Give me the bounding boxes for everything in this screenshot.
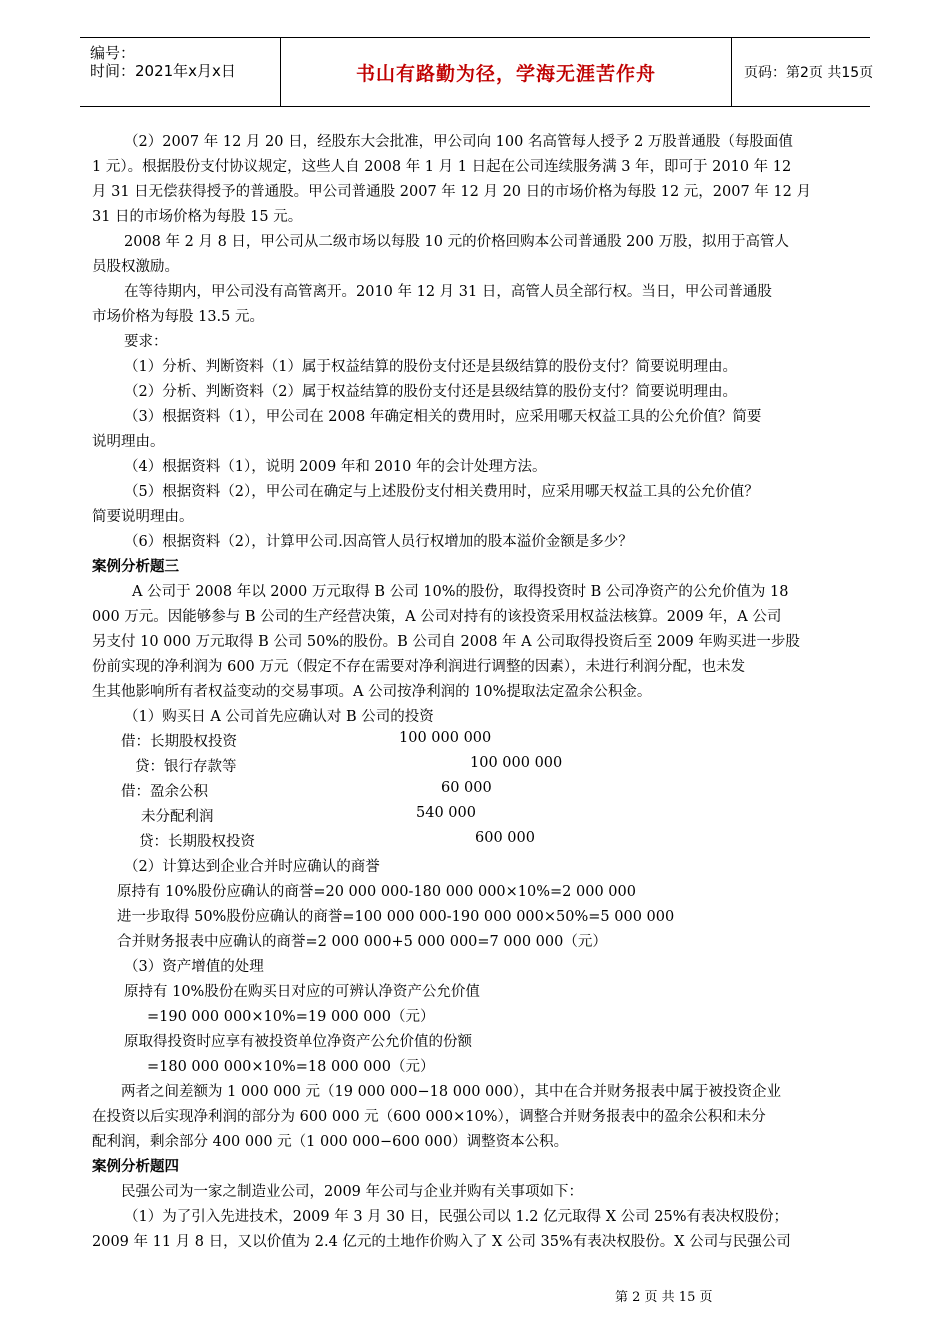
paragraph-line: （1）为了引入先进技术，2009 年 3 月 30 日，民强公司以 1.2 亿元取得 X 公司 25%有表决权股份； <box>124 1209 789 1225</box>
requirement-item: （3）根据资料（1），甲公司在 2008 年确定相关的费用时，应采用哪天权益工具的公允价值？简要 <box>124 409 762 425</box>
header-page-cell <box>732 38 874 106</box>
section-heading: 案例分析题四 <box>92 1158 179 1175</box>
journal-amount: 540 000 <box>416 805 476 821</box>
journal-entry-line: 未分配利润 <box>141 809 214 825</box>
paragraph-line: 民强公司为一家之制造业公司，2009 年公司与企业并购有关事项如下： <box>121 1184 584 1200</box>
paragraph-line: 原持有 10%股份应确认的商誉=20 000 000-180 000 000×10%=2 000 000 <box>117 884 636 900</box>
paragraph-line: （1）购买日 A 公司首先应确认对 B 公司的投资 <box>124 709 434 725</box>
date-label: 时间：2021年x月x日 <box>90 62 236 80</box>
requirement-item: （4）根据资料（1），说明 2009 年和 2010 年的会计处理方法。 <box>124 459 547 475</box>
paragraph-line: 生其他影响所有者权益变动的交易事项。A 公司按净利润的 10%提取法定盈余公积金。 <box>92 684 652 700</box>
paragraph-line: A 公司于 2008 年以 2000 万元取得 B 公司 10%的股份，取得投资时 B 公司净资产的公允价值为 18 <box>132 584 789 600</box>
page-footer: 第 2 页 共 15 页 <box>615 1290 713 1305</box>
paragraph-line: 份前实现的净利润为 600 万元（假定不存在需要对净利润进行调整的因素），未进行利润分配，也未发 <box>92 659 746 675</box>
paragraph-line: =180 000 000×10%=18 000 000（元） <box>147 1059 435 1075</box>
journal-amount: 600 000 <box>475 830 535 846</box>
paragraph-line: 000 万元。因能够参与 B 公司的生产经营决策，A 公司对持有的该投资采用权益法核算。2009 年，A 公司 <box>92 609 782 625</box>
journal-amount: 100 000 000 <box>399 730 492 746</box>
header-meta <box>80 38 280 106</box>
paragraph-line: 两者之间差额为 1 000 000 元（19 000 000−18 000 000），其中在合并财务报表中属于被投资企业 <box>121 1084 781 1100</box>
journal-amount: 100 000 000 <box>470 755 563 771</box>
paragraph-line: 1 元）。根据股份支付协议规定，这些人自 2008 年 1 月 1 日起在公司连续服务满 3 年，即可于 2010 年 12 <box>92 159 792 175</box>
page-code: 页码：第2页 共15页 <box>744 65 874 81</box>
requirement-item: 说明理由。 <box>92 434 165 450</box>
requirement-item: 简要说明理由。 <box>92 509 194 525</box>
paragraph-line: 在等待期内，甲公司没有高管离开。2010 年 12 月 31 日，高管人员全部行权。当日，甲公司普通股 <box>124 284 772 300</box>
paragraph-line: 进一步取得 50%股份应确认的商誉=100 000 000-190 000 000×50%=5 000 000 <box>117 909 675 925</box>
paragraph-line: 原取得投资时应享有被投资单位净资产公允价值的份额 <box>124 1034 472 1050</box>
paragraph-line: 员股权激励。 <box>92 259 179 275</box>
paragraph-line: 配利润，剩余部分 400 000 元（1 000 000−600 000）调整资本公积。 <box>92 1134 569 1150</box>
paragraph-line: 市场价格为每股 13.5 元。 <box>92 309 265 325</box>
paragraph-line: =190 000 000×10%=19 000 000（元） <box>147 1009 435 1025</box>
journal-entry-line: 借：盈余公积 <box>121 784 208 800</box>
requirement-item: （1）分析、判断资料（1）属于权益结算的股份支付还是县级结算的股份支付？简要说明理由。 <box>124 359 737 375</box>
requirement-item: （2）分析、判断资料（2）属于权益结算的股份支付还是县级结算的股份支付？简要说明理由。 <box>124 384 737 400</box>
requirement-item: （5）根据资料（2），甲公司在确定与上述股份支付相关费用时，应采用哪天权益工具的公允价值？ <box>124 484 759 500</box>
paragraph-line: 31 日的市场价格为每股 15 元。 <box>92 209 303 225</box>
paragraph-line: 2009 年 11 月 8 日，又以价值为 2.4 亿元的土地作价购入了 X 公司 35%有表决权股份。X 公司与民强公司 <box>92 1234 791 1250</box>
paragraph-line: 合并财务报表中应确认的商誉=2 000 000+5 000 000=7 000 000（元） <box>117 934 607 950</box>
paragraph-line: 另支付 10 000 万元取得 B 公司 50%的股份。B 公司自 2008 年 A 公司取得投资后至 2009 年购买进一步股 <box>92 634 800 650</box>
requirement-item: （6）根据资料（2），计算甲公司.因高管人员行权增加的股本溢价金额是多少？ <box>124 534 633 550</box>
section-heading: 案例分析题三 <box>92 558 179 575</box>
number-label: 编号： <box>90 44 136 62</box>
journal-entry-line: 借：长期股权投资 <box>121 734 237 750</box>
paragraph-line: 月 31 日无偿获得授予的普通股。甲公司普通股 2007 年 12 月 20 日的市场价格为每股 12 元，2007 年 12 月 <box>92 184 811 200</box>
journal-entry-line: 贷：长期股权投资 <box>139 834 255 850</box>
paragraph-line: 在投资以后实现净利润的部分为 600 000 元（600 000×10%），调整合并财务报表中的盈余公积和未分 <box>92 1109 766 1125</box>
motto: 书山有路勤为径，学海无涯苦作舟 <box>355 62 656 85</box>
paragraph-line: 原持有 10%股份在购买日对应的可辨认净资产公允价值 <box>124 984 480 1000</box>
requirements-heading: 要求： <box>124 334 168 350</box>
journal-entry-line: 贷：银行存款等 <box>135 759 237 775</box>
header-motto-cell <box>280 38 732 106</box>
paragraph-line: （2）2007 年 12 月 20 日，经股东大会批准，甲公司向 100 名高管每人授予 2 万股普通股（每股面值 <box>124 134 793 150</box>
page-header <box>80 37 874 107</box>
paragraph-line: （3）资产增值的处理 <box>124 959 264 975</box>
paragraph-line: （2）计算达到企业合并时应确认的商誉 <box>124 859 380 875</box>
paragraph-line: 2008 年 2 月 8 日，甲公司从二级市场以每股 10 元的价格回购本公司普通股 200 万股，拟用于高管人 <box>124 234 789 250</box>
journal-amount: 60 000 <box>441 780 492 796</box>
